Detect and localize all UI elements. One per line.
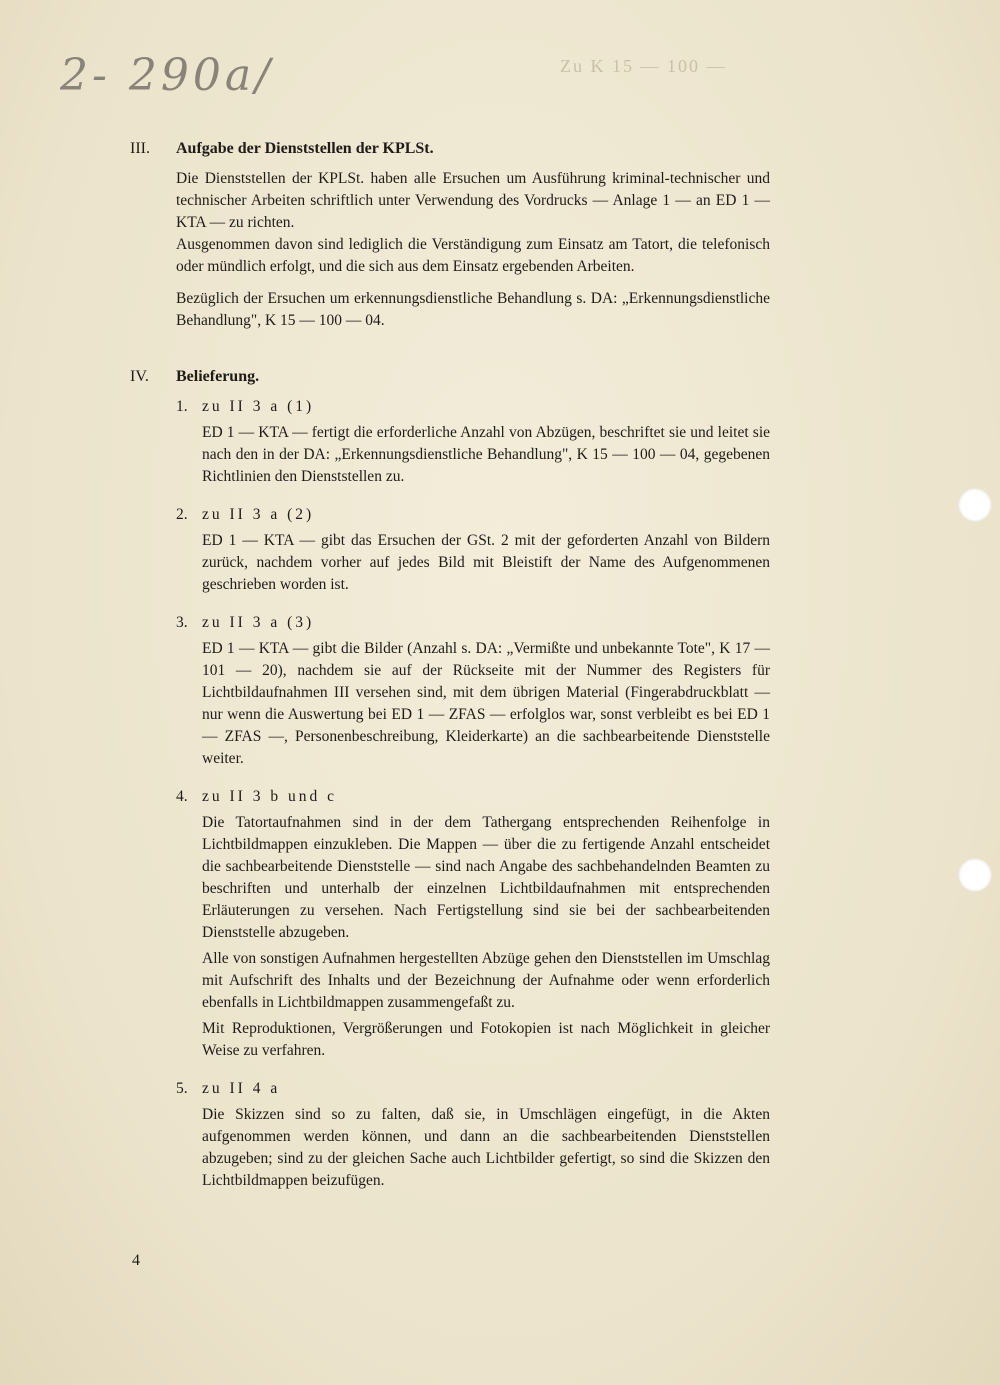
section-iii-heading [130, 140, 770, 158]
item-reference: zu II 4 a [202, 1080, 281, 1097]
item-reference: zu II 3 a (3) [202, 614, 315, 631]
section-title: Belieferung. [176, 368, 260, 385]
item-paragraph: ED 1 — KTA — gibt die Bilder (Anzahl s. DA: „Vermißte und unbekannte Tote", K 17 — 101 — 20), nachdem sie auf der Rückseite mit der Nummer des Registers für Lichtbildaufnahmen III versehen sind, mit dem übrigen Material (Fingerabdruckblatt — nur wenn die Auswertung bei ED 1 — ZFAS — erfolglos war, sonst verbleibt es bei ED 1 — ZFAS —, Personenbeschreibung, Kleiderkarte) an die sachbearbeitende Dienststelle weiter. [202, 640, 770, 767]
section-title: Aufgabe der Dienststellen der KPLSt. [176, 140, 434, 157]
item-reference: zu II 3 a (2) [202, 506, 315, 523]
item-paragraph: Die Tatortaufnahmen sind in der dem Tathergang entsprechenden Reihenfolge in Lichtbildmappen einzukleben. Die Mappen — über die zu fertigende Anzahl entscheidet die sachbearbeitende Dienststelle — sind nach Angabe des sachbehandelnden Beamten zu beschriften und unterhalb der einzelnen Lichtbildaufnahmen mit entsprechenden Erläuterungen zu versehen. Nach Fertigstellung sind sie bei der sachbearbeitenden Dienststelle abzugeben. [202, 814, 770, 941]
document-body [130, 140, 770, 1208]
item-paragraph: ED 1 — KTA — gibt das Ersuchen der GSt. 2 mit der geforderten Anzahl von Bildern zurück, nachdem vorher auf jedes Bild mit Bleistift der Name des Aufgenommenen geschrieben worden ist. [202, 532, 770, 593]
section-iv-heading [130, 368, 770, 386]
section-number: III. [130, 140, 150, 157]
page-number: 4 [132, 1252, 140, 1269]
list-item [176, 786, 770, 1066]
list-item [176, 1078, 770, 1196]
item-paragraph: Die Skizzen sind so zu falten, daß sie, in Umschlägen eingefügt, in die Akten aufgenommen werden können, und dann an die sachbearbeitenden Dienststellen abzugeben; sind zu der gleichen Sache auch Lichtbilder gefertigt, so sind die Skizzen den Lichtbildmappen beizufügen. [202, 1106, 770, 1189]
punch-hole [958, 488, 992, 522]
bleed-through-text: Zu K 15 — 100 — [560, 56, 727, 76]
list-item [176, 612, 770, 774]
item-paragraph: Alle von sonstigen Aufnahmen hergestellten Abzüge gehen den Dienststellen im Umschlag mit Aufschrift des Inhalts und der Bezeichnung der Aufnahme oder wenn erforderlich ebenfalls in Lichtbildmappen zusammengefaßt zu. [202, 950, 770, 1011]
paragraph: Bezüglich der Ersuchen um erkennungsdienstliche Behandlung s. DA: „Erkennungsdienstliche Behandlung", K 15 — 100 — 04. [176, 290, 770, 329]
paragraph: Ausgenommen davon sind lediglich die Verständigung zum Einsatz am Tatort, die telefonisch oder mündlich erfolgt, und die sich aus dem Einsatz ergebenden Arbeiten. [176, 236, 770, 275]
item-number: 5. [176, 1080, 188, 1097]
punch-hole [958, 858, 992, 892]
paragraph: Die Dienststellen der KPLSt. haben alle Ersuchen um Ausführung kriminal-technischer und technischer Arbeiten schriftlich unter Verwendung des Vordrucks — Anlage 1 — an ED 1 — KTA — zu richten. [176, 170, 770, 231]
item-paragraph: Mit Reproduktionen, Vergrößerungen und Fotokopien ist nach Möglichkeit in gleicher Weise zu verfahren. [202, 1020, 770, 1059]
item-reference: zu II 3 b und c [202, 788, 337, 805]
item-number: 2. [176, 506, 188, 523]
section-number: IV. [130, 368, 149, 385]
item-number: 4. [176, 788, 188, 805]
item-number: 3. [176, 614, 188, 631]
item-paragraph: ED 1 — KTA — fertigt die erforderliche Anzahl von Abzügen, beschriftet sie und leitet sie nach den in der DA: „Erkennungsdienstliche Behandlung", K 15 — 100 — 04, gegebenen Richtlinien den Dienststellen zu. [202, 424, 770, 485]
list-item [176, 504, 770, 600]
item-number: 1. [176, 398, 188, 415]
handwritten-mark: 2- 290a/ [60, 50, 274, 101]
item-reference: zu II 3 a (1) [202, 398, 315, 415]
list-item [176, 396, 770, 492]
